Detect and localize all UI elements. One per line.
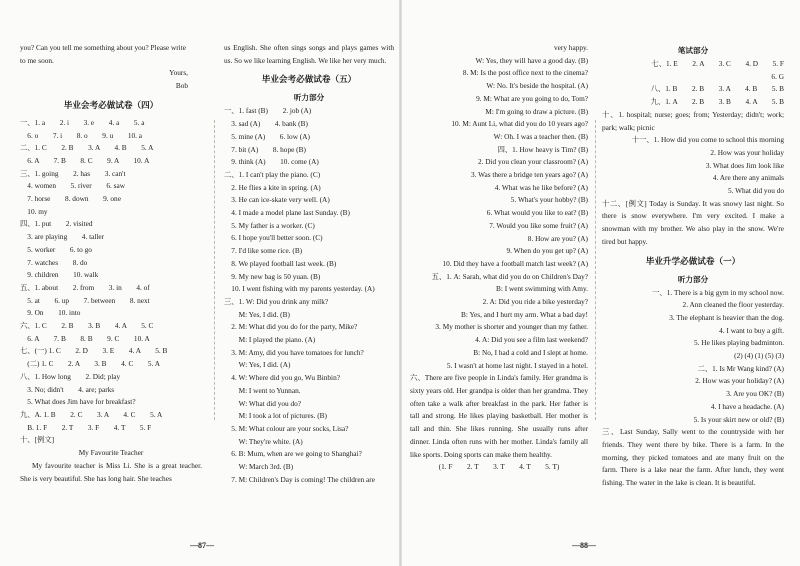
answer-line: 5. What's your hobby? (B) xyxy=(503,195,588,205)
letter-closing: Yours, xyxy=(169,68,188,78)
answer-list xyxy=(20,117,202,447)
answer-line: 8. M: Is the post office next to the cinema? xyxy=(455,68,588,78)
answer-line: 四、1. put 2. visited xyxy=(20,219,93,229)
page-number: —88— xyxy=(572,541,596,550)
answer-line: 5. What does Jim have for breakfast? xyxy=(20,397,136,407)
answer-line: 一、1. There is a big gym in my school now. xyxy=(652,287,784,297)
answer-list xyxy=(410,42,588,372)
answer-line: 二、1. C 2. B 3. A 4. B 5. A xyxy=(20,143,154,153)
answer-line: 5. He likes playing badminton. xyxy=(686,338,784,348)
answer-line: 4. I have a headache. (A) xyxy=(703,401,784,411)
answer-line: 5. My father is a worker. (C) xyxy=(224,220,315,230)
answer-line: 3. are playing 4. taller xyxy=(20,232,105,242)
answer-line: 3. No; didn't 4. are; parks xyxy=(20,384,115,394)
answer-line: 3. M: Amy, did you have tomatoes for lunch? xyxy=(224,347,364,357)
answer-line: 九、1. A 2. B 3. B 4. A 5. B xyxy=(650,97,784,107)
answer-line: 八、1. B 2. B 3. A 4. B 5. B xyxy=(650,84,784,94)
answer-line: 6. G xyxy=(764,71,784,81)
answer-line: W: March 3rd. (B) xyxy=(224,462,294,472)
passage-6-answers: (1. F 2. T 3. T 4. T 5. T) xyxy=(438,462,560,472)
answer-line: 2. M: What did you do for the party, Mike? xyxy=(224,322,358,332)
answer-line: 4. What was he like before? (A) xyxy=(487,182,588,192)
answer-line: 2. Ann cleaned the floor yesterday. xyxy=(675,300,784,310)
answer-line: 7. watches 8. do xyxy=(20,257,88,267)
answer-line: 四、1. How heavy is Tim? (B) xyxy=(497,144,588,154)
answer-line: 五、1. about 2. from 3. in 4. of xyxy=(20,282,150,292)
answer-line: 十、[例文] xyxy=(20,435,55,445)
answer-line: very happy. xyxy=(554,43,588,52)
answer-line: 4. A: Did you see a film last weekend? xyxy=(467,335,588,345)
answer-line: 2. He flies a kite in spring. (A) xyxy=(224,182,321,192)
answer-line: 三、1. W: Did you drink any milk? xyxy=(224,296,329,306)
answer-line: 3. He can ice-skate very well. (A) xyxy=(224,195,330,205)
answer-line: 九、A. 1. B 2. C 3. A 4. C 5. A xyxy=(20,409,163,419)
answer-line: 10. Did they have a football match last week? (A) xyxy=(435,258,588,268)
answer-line: 3. sad (A) 4. bank (B) xyxy=(224,119,308,129)
answer-line: 6. A 7. B 8. B 9. C 10. A xyxy=(20,333,150,343)
answer-line: 7. M: Children's Day is coming! The children are xyxy=(224,474,375,484)
answer-line: 2. How was your holiday? (A) xyxy=(687,376,784,386)
answer-line: (2) (4) (1) (5) (3) xyxy=(726,351,784,361)
answer-line: 4. W: Where did you go, Wu Binbin? xyxy=(224,373,340,383)
answer-line: 5. I wasn't at home last night. I stayed in a hotel. xyxy=(439,360,588,370)
answer-line: 6. What would you like to eat? (B) xyxy=(479,208,588,218)
answer-line: 9. M: What are you going to do, Tom? xyxy=(468,93,588,103)
answers-10: 十、1. hospital; nurse; goes; from; Yesterday; didn't; work; park; walk; picnic xyxy=(602,109,784,132)
answer-line: 3. My mother is shorter and younger than my father. xyxy=(428,322,588,332)
answer-line: M: I went to Yunnan. xyxy=(224,385,301,395)
column-3 xyxy=(410,42,588,474)
answer-line: 6. A 7. B 8. C 9. A 10. A xyxy=(20,155,150,165)
answer-line: 3. Are you OK? (B) xyxy=(718,389,784,399)
text-line: you? Can you tell me something about you? Please write xyxy=(20,43,186,52)
answer-line: 9. My new bag is 50 yuan. (B) xyxy=(224,271,321,281)
answer-line: 4. I made a model plane last Sunday. (B) xyxy=(224,208,350,218)
answer-line: M: I took a lot of pictures. (B) xyxy=(224,411,327,421)
essay-text: My favourite teacher is Miss Li. She is a great teacher. She is very beautiful. She has long hair. She teaches xyxy=(20,460,202,483)
answer-line: 5. What did you do xyxy=(720,186,784,196)
passage-3: 三、Last Sunday, Sally went to the countryside with her friends. They went there by bike. There is a farm. In the morning, they picked tomatoes and ate many fruit on the farm. There is a lake near the farm. After lunch, they went fishing. The water in the lake is clean. It is beautiful. xyxy=(602,427,784,488)
answer-line: 6. I hope you'll better soon. (C) xyxy=(224,233,323,243)
answer-line: 七、1. E 2. A 3. C 4. D 5. F xyxy=(651,59,784,68)
listening-heading: 听力部分 xyxy=(677,274,709,284)
answer-line: 7. Would you like some fruit? (A) xyxy=(481,220,588,230)
answer-line: 一、1. a 2. i 3. e 4. a 5. a xyxy=(20,117,145,127)
answer-line: M: I played the piano. (A) xyxy=(224,335,316,345)
answer-list xyxy=(602,287,784,427)
answer-line: W: Oh. I was a teacher then. (B) xyxy=(479,131,588,141)
column-4 xyxy=(602,44,784,490)
passage-6: 六、There are five people in Linda's family. Her grandma is sixty years old. Her grandpa is older than her grandma. They often take a walk after breakfast in the park. Her father is tall and strong. He likes playing basketball. Her mother is tall and thin. She likes running. She usually runs after dinner. Linda often runs with her mother. Linda's family all like sports. Doing sports can make them healthy. xyxy=(410,373,588,459)
column-divider xyxy=(595,120,596,420)
answer-line: 8. How are you? (A) xyxy=(520,233,588,243)
answer-line: 3. The elephant is heavier than the dog. xyxy=(661,312,784,322)
answer-line: 9. On 10. into xyxy=(20,308,81,318)
column-1 xyxy=(20,42,202,485)
answer-line: 7. horse 8. down 9. one xyxy=(20,194,121,204)
answer-list xyxy=(602,58,784,109)
answer-line: 9. think (A) 10. come (A) xyxy=(224,157,319,167)
column-2 xyxy=(224,42,394,487)
answer-line: 十一、1. How did you come to school this morning xyxy=(631,135,784,145)
answer-line: 4. I want to buy a gift. xyxy=(711,325,784,335)
answer-line: 6. B: Mum, when are we going to Shanghai? xyxy=(224,449,362,459)
answer-line: 六、1. C 2. B 3. B 4. A 5. C xyxy=(20,321,154,331)
column-divider xyxy=(214,120,215,420)
answer-line: 5. at 6. up 7. between 8. next xyxy=(20,295,150,305)
answer-line: 3. Was there a bridge ten years ago? (A) xyxy=(463,170,588,180)
answer-line: 10. my xyxy=(20,206,48,216)
answer-line: 二、1. I can't play the piano. (C) xyxy=(224,169,321,179)
answer-line: 2. A: Did you ride a bike yesterday? xyxy=(475,297,588,307)
answer-line: W: No. It's beside the hospital. (A) xyxy=(471,81,588,91)
answer-line: 10. M: Aunt Li, what did you do 10 years ago? xyxy=(444,119,588,129)
answer-line: W: Yes, I did. (A) xyxy=(224,360,291,370)
answer-line: 5. Is your skirt new or old? (B) xyxy=(686,414,784,424)
answer-line: 7. bit (A) 8. hope (B) xyxy=(224,144,306,154)
answer-line: B: No, I had a cold and I slept at home. xyxy=(458,347,588,357)
answer-line: 一、1. fast (B) 2. job (A) xyxy=(224,106,312,116)
sample-essay: 十二、[例文] Today is Sunday. It was snowy last night. So there is snow everywhere. I'm very excited. I make a snowman with my brother. We also play in the snow. We're tired but happy. xyxy=(602,198,784,246)
answer-line: 2. How was your holiday xyxy=(703,147,784,157)
answer-list xyxy=(224,105,394,486)
answer-line: 4. Are there any animals xyxy=(705,173,784,183)
answer-line: 5. mine (A) 6. low (A) xyxy=(224,131,310,141)
page-number: —87— xyxy=(190,541,214,550)
answer-line: B: Yes, and I hurt my arm. What a bad day! xyxy=(446,309,588,319)
test4-title: 毕业会考必做试卷（四） xyxy=(63,100,159,111)
answer-line: 8. We played football last week. (B) xyxy=(224,258,337,268)
answer-line: 2. Did you clean your classroom? (A) xyxy=(470,157,588,167)
answer-line: M: I'm going to draw a picture. (B) xyxy=(470,106,588,116)
listening-heading: 听力部分 xyxy=(293,93,325,103)
answer-line: B: I went swimming with Amy. xyxy=(481,284,588,294)
answer-line: B. 1. F 2. T 3. F 4. T 5. F xyxy=(20,422,152,432)
answer-line: 5. M: What colour are your socks, Lisa? xyxy=(224,423,349,433)
essay-title: My Favourite Teacher xyxy=(78,448,144,458)
test1-title: 毕业升学必做试卷（一） xyxy=(645,256,741,267)
page-88 xyxy=(402,0,800,566)
answer-line: 八、1. How long 2. Did; play xyxy=(20,371,121,381)
letter-signature: Bob xyxy=(175,81,188,91)
answer-line: 7. I'd like some rice. (B) xyxy=(224,246,303,256)
answer-line: 10. I went fishing with my parents yesterday. (A) xyxy=(224,284,375,294)
answer-line: 三、1. going 2. has 3. can't xyxy=(20,168,126,178)
answer-line: 3. What does Jim look like xyxy=(698,160,784,170)
answer-line: M: Yes, I did. (B) xyxy=(224,309,290,319)
test5-title: 毕业会考必做试卷（五） xyxy=(261,75,357,86)
answer-line: 五、1. A: Sarah, what did you do on Children's Day? xyxy=(431,271,588,281)
answer-line: 6. o 7. i 8. o 9. u 10. a xyxy=(20,130,143,140)
answer-line: 9. When do you get up? (A) xyxy=(499,246,588,256)
answer-list xyxy=(602,134,784,198)
answer-line: 5. worker 6. to go xyxy=(20,244,92,254)
answer-line: 9. children 10. walk xyxy=(20,270,99,280)
text-line: to me soon. xyxy=(20,55,54,65)
answer-line: 二、1. Is Mr Wang kind? (A) xyxy=(697,363,784,373)
answer-line: W: Yes, they will have a good day. (B) xyxy=(460,55,588,65)
answer-line: W: They're white. (A) xyxy=(224,436,303,446)
answer-line: 4. women 5. river 6. saw xyxy=(20,181,125,191)
answer-line: W: What did you do? xyxy=(224,398,302,408)
essay-continued: us English. She often sings songs and plays games with us. So we like learning English. We like her very much. xyxy=(224,43,394,65)
answer-line: 七、(一) 1. C 2. D 3. E 4. A 5. B xyxy=(20,346,168,356)
written-heading: 笔试部分 xyxy=(677,46,709,55)
answer-line: (二) 1. C 2. A 3. B 4. C 5. A xyxy=(20,359,161,369)
